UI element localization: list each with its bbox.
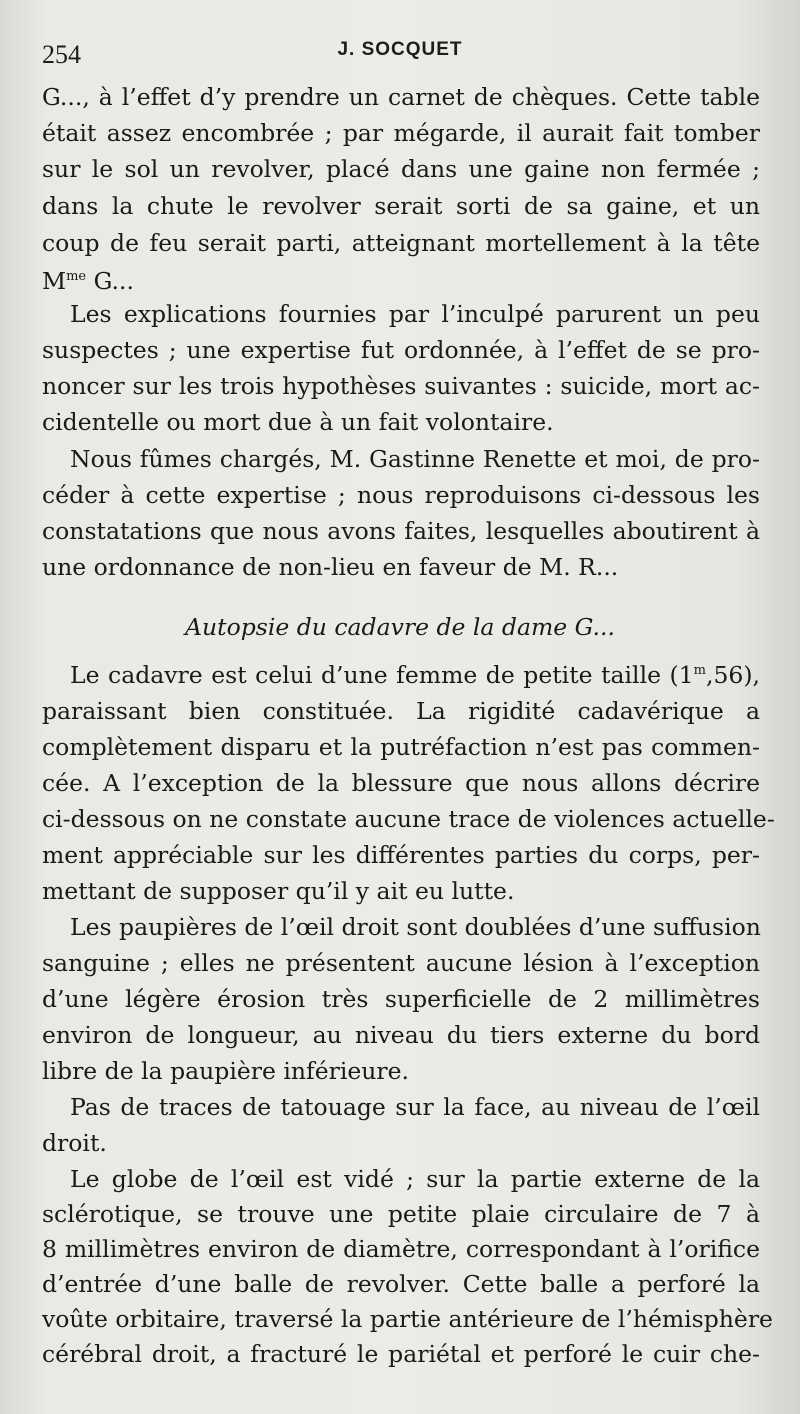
text-line: Pas de traces de tatouage sur la face, au niveau de l’œil — [70, 1093, 760, 1121]
text-fragment: Le cadavre est celui d’une femme de petite taille (1 — [70, 661, 694, 689]
text-line: dans la chute le revolver serait sorti de sa gaine, et un — [42, 192, 760, 220]
text-line: mettant de supposer qu’il y ait eu lutte. — [42, 877, 515, 905]
text-line: sur le sol un revolver, placé dans une gaine non fermée ; — [42, 155, 760, 183]
text-line: sclérotique, se trouve une petite plaie circulaire de 7 à — [42, 1200, 760, 1228]
section-heading: Autopsie du cadavre de la dame G... — [185, 613, 615, 641]
text-line: Nous fûmes chargés, M. Gastinne Renette et moi, de pro- — [70, 445, 760, 473]
text-line: noncer sur les trois hypothèses suivantes : suicide, mort ac- — [42, 372, 760, 400]
text-line: sanguine ; elles ne présentent aucune lésion à l’exception — [42, 949, 760, 977]
text-fragment: G... — [86, 267, 134, 295]
text-line: voûte orbitaire, traversé la partie antérieure de l’hémisphère — [42, 1305, 773, 1333]
text-line: suspectes ; une expertise fut ordonnée, à l’effet de se pro- — [42, 336, 760, 364]
page-number: 254 — [42, 40, 81, 69]
text-fragment: M — [42, 267, 67, 295]
text-line: cée. A l’exception de la blessure que nous allons décrire — [42, 769, 760, 797]
text-line: droit. — [42, 1129, 107, 1157]
text-line: Les explications fournies par l’inculpé parurent un peu — [70, 300, 760, 328]
text-line — [42, 264, 760, 299]
text-line: céder à cette expertise ; nous reproduisons ci-dessous les — [42, 481, 760, 509]
superscript: m — [693, 663, 706, 678]
text-line: 8 millimètres environ de diamètre, correspondant à l’orifice — [42, 1235, 760, 1263]
text-line: cérébral droit, a fracturé le pariétal et perforé le cuir che- — [42, 1340, 760, 1368]
text-line: constatations que nous avons faites, lesquelles aboutirent à — [42, 517, 760, 545]
text-line — [70, 658, 760, 693]
text-line: Le globe de l’œil est vidé ; sur la partie externe de la — [70, 1165, 760, 1193]
text-line: coup de feu serait parti, atteignant mortellement à la tête — [42, 229, 760, 257]
text-line: environ de longueur, au niveau du tiers externe du bord — [42, 1021, 760, 1049]
text-line: d’entrée d’une balle de revolver. Cette balle a perforé la — [42, 1270, 760, 1298]
text-line: complètement disparu et la putréfaction n’est pas commen- — [42, 733, 760, 761]
text-line: cidentelle ou mort due à un fait volontaire. — [42, 408, 554, 436]
text-line: Les paupières de l’œil droit sont doublées d’une suffusion — [70, 913, 761, 941]
text-line: G..., à l’effet d’y prendre un carnet de chèques. Cette table — [42, 83, 760, 111]
text-line: ci-dessous on ne constate aucune trace de violences actuelle- — [42, 805, 775, 833]
running-head: J. SOCQUET — [337, 39, 463, 60]
superscript: me — [66, 269, 87, 284]
text-line: paraissant bien constituée. La rigidité cadavérique a — [42, 697, 760, 725]
text-fragment: ,56), — [705, 661, 760, 689]
text-line: une ordonnance de non-lieu en faveur de M. R... — [42, 553, 619, 581]
text-line: d’une légère érosion très superficielle de 2 millimètres — [42, 985, 760, 1013]
text-line: était assez encombrée ; par mégarde, il aurait fait tomber — [42, 119, 760, 147]
text-line: ment appréciable sur les différentes parties du corps, per- — [42, 841, 760, 869]
text-line: libre de la paupière inférieure. — [42, 1057, 410, 1085]
